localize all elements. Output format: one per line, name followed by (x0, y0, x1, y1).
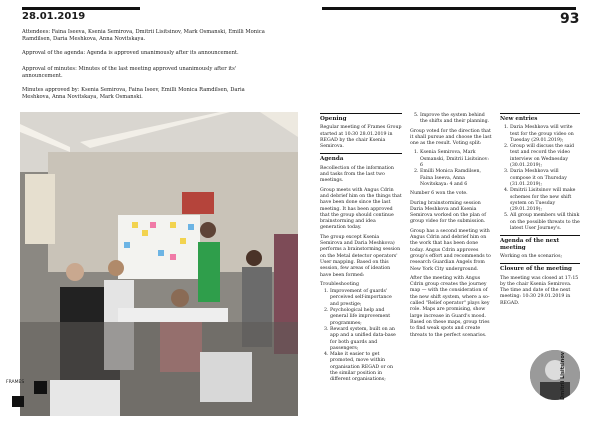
new-entries-heading: New entries (500, 113, 580, 122)
list-item: 1. Improvement of guards' perceived self-importance and prestige; (330, 289, 402, 308)
new-entries-list (500, 125, 580, 232)
vote-result: Number 6 won the vote. (410, 191, 468, 197)
agenda-text-2: Group meets with Angus Cdrin and debrief him on the things that have been done since the last meeting. It has been approved that the group should continue brainstorming and idea generation today. (320, 187, 402, 231)
decorative-square (34, 381, 47, 394)
author-portrait (530, 350, 580, 400)
minutes-approval-text: Approval of minutes: Minutes of the last meeting approved unanimously after its' announcement. (22, 66, 237, 79)
page-number: 93 (560, 11, 580, 27)
troubleshooting-heading: Troubleshooting (320, 281, 359, 287)
opening-heading: Opening (320, 113, 402, 122)
next-meeting-text: Working on the scenarios; (500, 253, 563, 259)
column-discussion (410, 113, 492, 342)
decorative-square-small (12, 396, 24, 407)
list-item: 2. Group will discuss the said text and record the video interview on Wednesday (30.01.2019); (510, 144, 580, 169)
column-opening-agenda (320, 113, 402, 387)
agenda-heading: Agenda (320, 153, 402, 162)
second-meeting-text: Group has a second meeting with Angus Cdrin and debrief him on the work that has been done today. Angus Cdrin approves group's effort and recommends to research Guardian Angels from New York City underground. (410, 228, 491, 272)
agenda-text-1: Recollection of the information and tasks from the last two meetings. (320, 165, 394, 184)
attendees-text: Attendees: Faina Iseeva, Ksenia Semirova, Dmitrii Lisitsinov, Mark Osmanski, Emilli Monica Ramdilsen, Daria Meshkova, Anna Novitskaya. (22, 29, 265, 42)
author-photo (530, 350, 580, 400)
list-item: 3. Daria Meshkova will compose it on Thursday (31.01.2019); (510, 169, 580, 188)
agenda-text-3: The group except Ksenia Semirova and Daria Meshkova) performs a brainstorming session on the Metal detector operators' User mapping. Based on this session, few areas of ideation have been formed: (320, 234, 401, 278)
author-name: Dmitrii Lisitsinov (560, 351, 566, 400)
list-item: 2. Psychological help and general life improvement programmes; (330, 308, 402, 327)
next-meeting-heading: Agenda of the next meeting (500, 235, 580, 251)
closure-heading: Closure of the meeting (500, 263, 580, 272)
list-item: 2. Emilli Monica Ramdilsen, Faina Iseeva, Anna Novitskaya: 4 and 6 (420, 169, 492, 188)
list-item: 4. Make it easier to get promoted, move within organisation REGAD or on the similar position in different organisations; (330, 352, 402, 383)
list-item: 3. Reward system, built on an app and a unified data-base for both guards and passengers; (330, 327, 402, 352)
list-item: 5. Improve the system behind the shifts and their planning. (420, 113, 492, 126)
closure-text: The meeting was closed at 17:15 by the chair Ksenia Semirova. The time and date of the next meeting: 10:30 29.01.2019 in REGAD. (500, 275, 579, 306)
list-item: 1. Ksenia Semirova, Mark Osmanski, Dmitrii Lisitsinov: 6 (420, 150, 492, 169)
photo-label: FRAMES (6, 380, 25, 385)
meeting-photo-illustration (20, 112, 298, 416)
journey-map-text: After the meeting with Angus Cdrin group creates the journey map — with the consideration of the new shift system, where a so-called "Relief operator" plays key role. Maps are promising, show large increase in Guard's mood. Based on these maps, group tries to find weak spots and create threats to the perfect scenarios. (410, 275, 490, 338)
list-item: 4. Dmitrii Lisitsinov will make schemes for the new shift system on Tuesday (29.01.2019); (510, 188, 580, 213)
meeting-date: 28.01.2019 (22, 11, 86, 22)
vote-text: Group voted for the direction that it shall pursue and choose the last one as the result. Voting split: (410, 128, 492, 147)
brainstorm-text: During brainstorming session Daria Meshkova and Ksenia Semirova worked on the plan of group video for the submission. (410, 200, 486, 225)
column-new-entries (500, 113, 580, 310)
agenda-approval-text: Approval of the agenda: Agenda is approved unanimously after its announcement. (22, 50, 239, 56)
troubleshooting-list (320, 289, 402, 383)
vote-list (410, 150, 492, 188)
list-item: 5. All group members will think on the possible threats to the latest User Journey's. (510, 213, 580, 232)
list-item: 1. Daria Meshkova will write text for the group video on Tuesday (29.01.2019); (510, 125, 580, 144)
top-rule-left (22, 7, 140, 10)
top-rule-right (322, 7, 576, 10)
minutes-approved-by-text: Minutes approved by: Ksenia Semirova, Faina Iseev, Emilli Monica Ramdilsen, Daria Meshkova, Anna Novitskaya, Mark Osmanski. (22, 87, 245, 100)
troubleshooting-list-continued (410, 113, 492, 126)
opening-text: Regular meeting of Frames Group started at 10:30 28.01.2019 in REGAD by the chair Ksenia Semirova. (320, 125, 402, 150)
meeting-photo (20, 112, 298, 416)
